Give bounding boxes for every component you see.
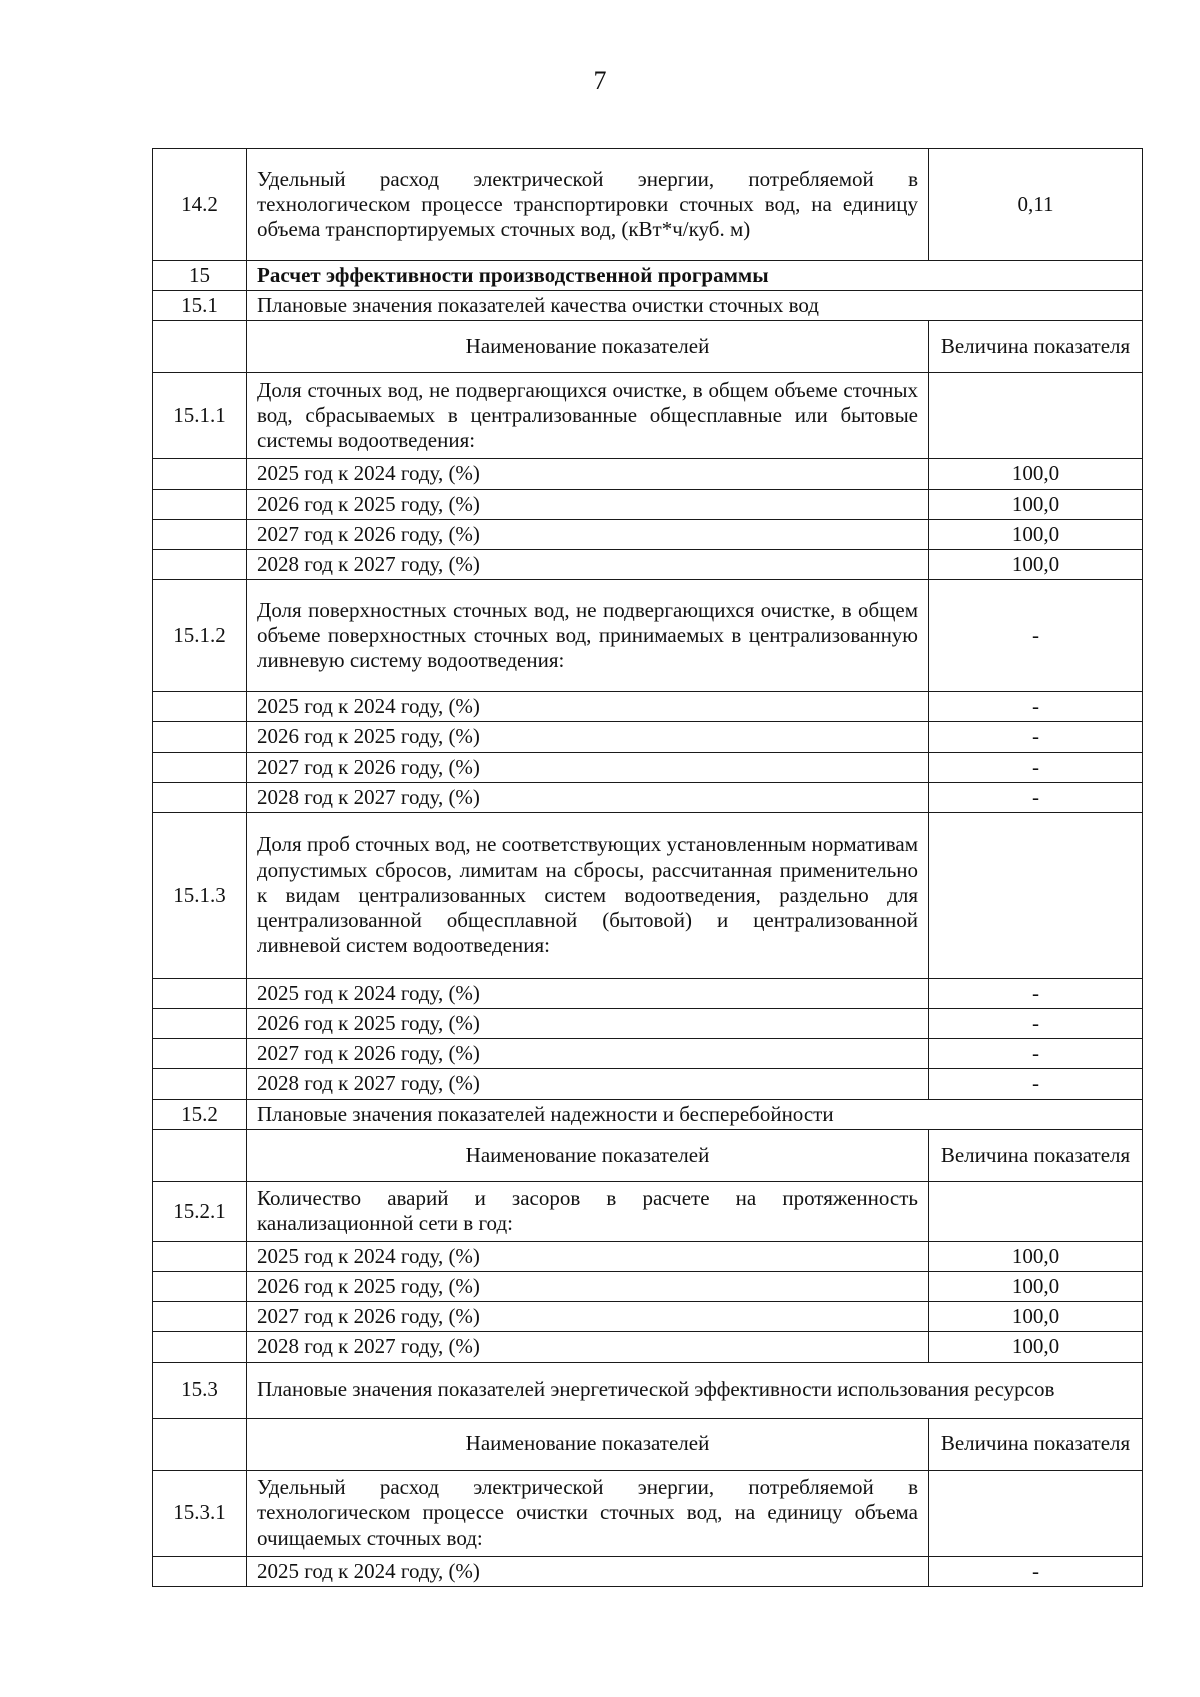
- year-row: [153, 1272, 1143, 1302]
- row-text: 2028 год к 2027 году, (%): [247, 1332, 929, 1362]
- row-value: 100,0: [929, 519, 1143, 549]
- row-value: -: [929, 692, 1143, 722]
- row-value: -: [929, 1069, 1143, 1099]
- row-text: Удельный расход электрической энергии, потребляемой в технологическом процессе очистки сточных вод, на единицу объема очищаемых сточных вод:: [247, 1470, 929, 1556]
- year-row: [153, 752, 1143, 782]
- row-value: -: [929, 782, 1143, 812]
- header-value: Величина показателя: [929, 321, 1143, 373]
- row-value: -: [929, 1556, 1143, 1586]
- page-number: 7: [593, 66, 607, 95]
- row-value: [929, 373, 1143, 459]
- year-row: [153, 489, 1143, 519]
- row-number-empty: [153, 321, 247, 373]
- row-number-empty: [153, 489, 247, 519]
- row-number: 15.1.3: [153, 812, 247, 978]
- table-row: [153, 580, 1143, 692]
- row-text: Количество аварий и засоров в расчете на протяженность канализационной сети в год:: [247, 1181, 929, 1241]
- indicators-table: [152, 148, 1143, 1587]
- row-number-empty: [153, 549, 247, 579]
- row-number-empty: [153, 1069, 247, 1099]
- table-row: [153, 373, 1143, 459]
- year-row: [153, 459, 1143, 489]
- row-value: 100,0: [929, 489, 1143, 519]
- row-text: 2025 год к 2024 году, (%): [247, 1556, 929, 1586]
- row-value: -: [929, 722, 1143, 752]
- row-text: 2027 год к 2026 году, (%): [247, 519, 929, 549]
- year-row: [153, 1069, 1143, 1099]
- row-number-empty: [153, 1039, 247, 1069]
- header-row: [153, 1129, 1143, 1181]
- year-row: [153, 1332, 1143, 1362]
- row-number: 15.2: [153, 1099, 247, 1129]
- row-number-empty: [153, 1332, 247, 1362]
- row-value: 100,0: [929, 459, 1143, 489]
- row-number-empty: [153, 1241, 247, 1271]
- header-row: [153, 321, 1143, 373]
- row-number-empty: [153, 1009, 247, 1039]
- year-row: [153, 549, 1143, 579]
- row-number-empty: [153, 722, 247, 752]
- row-text: Доля проб сточных вод, не соответствующих установленным нормативам допустимых сбросов, лимитам на сбросы, рассчитанная применительно к видам централизованных систем водоотведения, раздельно для централизованной общесплавной (бытовой) и централизованной ливневой систем водоотведения:: [247, 812, 929, 978]
- row-value: 100,0: [929, 549, 1143, 579]
- row-value: -: [929, 752, 1143, 782]
- row-value: -: [929, 978, 1143, 1008]
- row-value: [929, 1470, 1143, 1556]
- table-row: [153, 149, 1143, 261]
- row-number-empty: [153, 752, 247, 782]
- row-text: 2026 год к 2025 году, (%): [247, 1272, 929, 1302]
- row-value: -: [929, 1009, 1143, 1039]
- row-text: 2025 год к 2024 году, (%): [247, 978, 929, 1008]
- row-number: 15.1: [153, 291, 247, 321]
- year-row: [153, 1302, 1143, 1332]
- section-title: Плановые значения показателей надежности и бесперебойности: [247, 1099, 1143, 1129]
- row-text: 2028 год к 2027 году, (%): [247, 1069, 929, 1099]
- row-value: 0,11: [929, 149, 1143, 261]
- row-number: 15: [153, 261, 247, 291]
- table-row: [153, 812, 1143, 978]
- row-value: 100,0: [929, 1241, 1143, 1271]
- row-text: 2027 год к 2026 году, (%): [247, 752, 929, 782]
- table-row: [153, 1181, 1143, 1241]
- row-number: 15.1.1: [153, 373, 247, 459]
- year-row: [153, 782, 1143, 812]
- section-row: [153, 291, 1143, 321]
- row-text: 2028 год к 2027 году, (%): [247, 549, 929, 579]
- row-value: [929, 1181, 1143, 1241]
- row-text: 2028 год к 2027 году, (%): [247, 782, 929, 812]
- row-text: Удельный расход электрической энергии, потребляемой в технологическом процессе транспортировки сточных вод, на единицу объема транспортируемых сточных вод, (кВт*ч/куб. м): [247, 149, 929, 261]
- row-text: 2026 год к 2025 году, (%): [247, 1009, 929, 1039]
- row-value: 100,0: [929, 1302, 1143, 1332]
- row-number: 15.3.1: [153, 1470, 247, 1556]
- year-row: [153, 722, 1143, 752]
- row-value: -: [929, 580, 1143, 692]
- row-number-empty: [153, 782, 247, 812]
- section-title: Плановые значения показателей энергетической эффективности использования ресурсов: [247, 1362, 1143, 1418]
- header-name: Наименование показателей: [247, 321, 929, 373]
- row-number-empty: [153, 519, 247, 549]
- year-row: [153, 1039, 1143, 1069]
- header-name: Наименование показателей: [247, 1129, 929, 1181]
- row-text: Доля сточных вод, не подвергающихся очистке, в общем объеме сточных вод, сбрасываемых в централизованные общесплавные или бытовые системы водоотведения:: [247, 373, 929, 459]
- row-number-empty: [153, 692, 247, 722]
- row-number-empty: [153, 459, 247, 489]
- table-row: [153, 1470, 1143, 1556]
- row-text: 2025 год к 2024 году, (%): [247, 1241, 929, 1271]
- header-value: Величина показателя: [929, 1418, 1143, 1470]
- section-title: Плановые значения показателей качества очистки сточных вод: [247, 291, 1143, 321]
- row-text: 2025 год к 2024 году, (%): [247, 459, 929, 489]
- year-row: [153, 1241, 1143, 1271]
- row-number: 14.2: [153, 149, 247, 261]
- year-row: [153, 1556, 1143, 1586]
- row-text: 2027 год к 2026 году, (%): [247, 1302, 929, 1332]
- year-row: [153, 519, 1143, 549]
- section-title: Расчет эффективности производственной программы: [247, 261, 1143, 291]
- row-number: 15.3: [153, 1362, 247, 1418]
- row-number-empty: [153, 1272, 247, 1302]
- row-value: [929, 812, 1143, 978]
- row-number: 15.2.1: [153, 1181, 247, 1241]
- year-row: [153, 692, 1143, 722]
- year-row: [153, 978, 1143, 1008]
- row-value: 100,0: [929, 1272, 1143, 1302]
- row-text: 2026 год к 2025 году, (%): [247, 489, 929, 519]
- row-text: 2025 год к 2024 году, (%): [247, 692, 929, 722]
- section-row: [153, 261, 1143, 291]
- section-row: [153, 1362, 1143, 1418]
- header-name: Наименование показателей: [247, 1418, 929, 1470]
- row-number-empty: [153, 1129, 247, 1181]
- year-row: [153, 1009, 1143, 1039]
- row-number-empty: [153, 978, 247, 1008]
- row-value: -: [929, 1039, 1143, 1069]
- header-value: Величина показателя: [929, 1129, 1143, 1181]
- row-value: 100,0: [929, 1332, 1143, 1362]
- row-text: Доля поверхностных сточных вод, не подвергающихся очистке, в общем объеме поверхностных сточных вод, принимаемых в централизованную ливневую систему водоотведения:: [247, 580, 929, 692]
- section-row: [153, 1099, 1143, 1129]
- row-number-empty: [153, 1556, 247, 1586]
- row-number: 15.1.2: [153, 580, 247, 692]
- row-text: 2026 год к 2025 году, (%): [247, 722, 929, 752]
- row-number-empty: [153, 1302, 247, 1332]
- row-number-empty: [153, 1418, 247, 1470]
- header-row: [153, 1418, 1143, 1470]
- row-text: 2027 год к 2026 году, (%): [247, 1039, 929, 1069]
